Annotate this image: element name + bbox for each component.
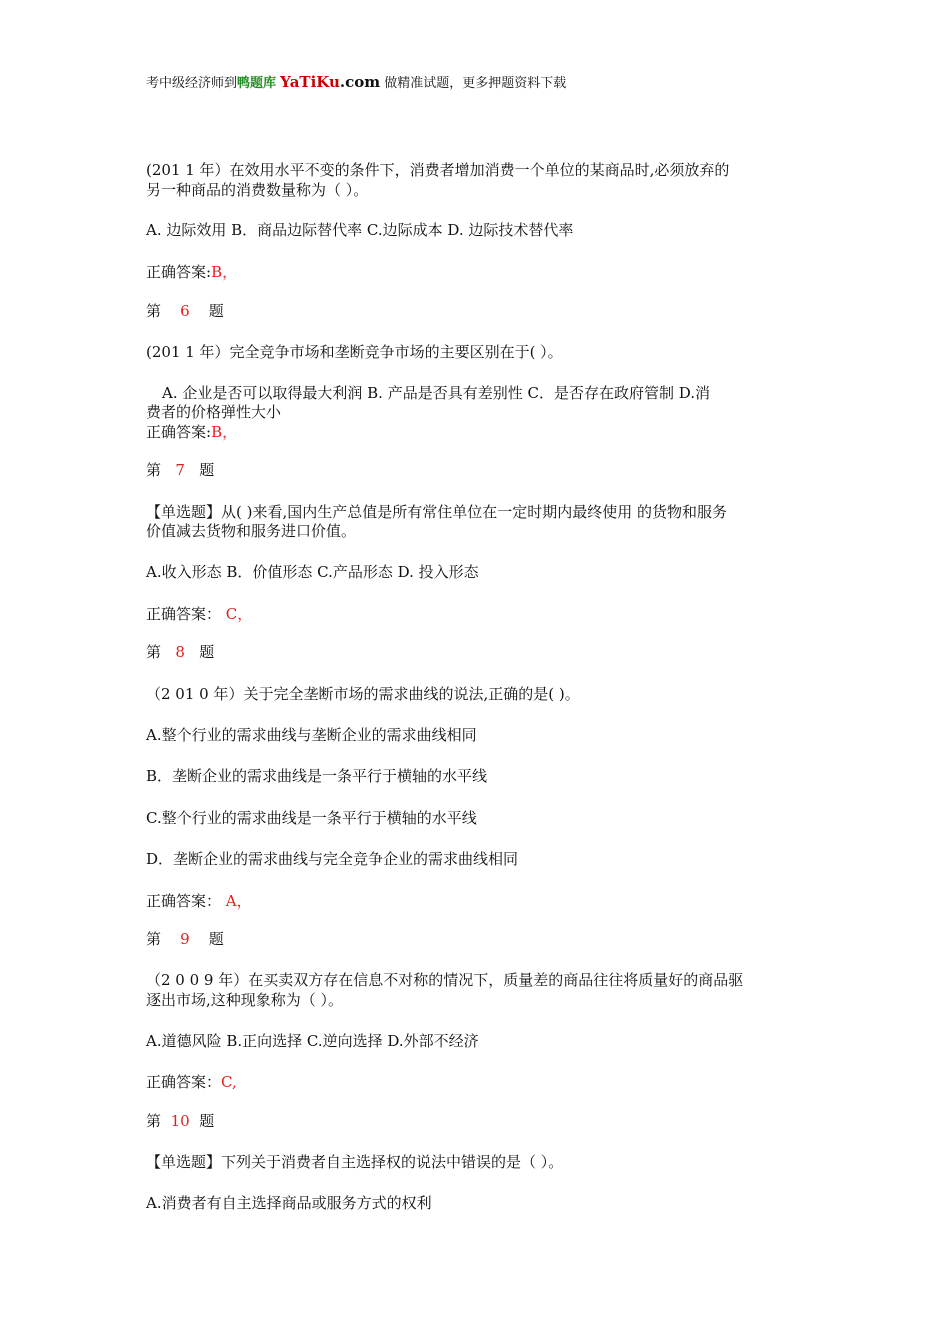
- q9-stem-line2: 逐出市场,这种现象称为（ ）。: [146, 991, 344, 1009]
- question-number-suffix: 题: [199, 1112, 215, 1130]
- answer-value: C，: [225, 605, 253, 623]
- header-suffix: 做精准试题，更多押题资料下载: [384, 76, 567, 91]
- answer-value: A，: [225, 892, 252, 910]
- q7-number: [146, 460, 214, 480]
- q8-number: [146, 642, 214, 662]
- answer-label: 正确答案:: [146, 263, 212, 281]
- q5-stem-line2: 另一种商品的消费数量称为（ ）。: [146, 181, 369, 199]
- question-number: 10: [170, 1112, 190, 1130]
- question-number-prefix: 第: [146, 461, 162, 479]
- question-number-suffix: 题: [199, 461, 215, 479]
- q8-option-b: B．垄断企业的需求曲线是一条平行于横轴的水平线: [146, 767, 488, 785]
- header-domain[interactable]: .com: [339, 73, 381, 91]
- question-number-suffix: 题: [199, 643, 215, 661]
- question-number-prefix: 第: [146, 302, 162, 320]
- question-number-prefix: 第: [146, 643, 162, 661]
- answer-value: C,: [221, 1073, 237, 1091]
- question-number-suffix: 题: [208, 302, 224, 320]
- question-number-prefix: 第: [146, 1112, 162, 1130]
- q6-stem: (201 1 年）完全竞争市场和垄断竞争市场的主要区别在于( ）。: [146, 343, 563, 361]
- q5-options: A. 边际效用 B．商品边际替代率 C.边际成本 D. 边际技术替代率: [146, 221, 574, 239]
- question-number-prefix: 第: [146, 930, 162, 948]
- question-number: 9: [180, 930, 190, 948]
- q9-stem-line1: （2 0 0 9 年）在买卖双方存在信息不对称的情况下，质量差的商品往往将质量好的商品驱: [146, 971, 744, 989]
- q8-answer: [146, 891, 252, 911]
- q10-stem: 【单选题】下列关于消费者自主选择权的说法中错误的是（ ）。: [146, 1153, 564, 1171]
- q9-answer: [146, 1072, 237, 1092]
- q7-options: A.收入形态 B．价值形态 C.产品形态 D. 投入形态: [146, 563, 479, 581]
- question-number: 8: [175, 643, 185, 661]
- q8-option-c: C.整个行业的需求曲线是一条平行于横轴的水平线: [146, 809, 477, 827]
- q10-option-a: A.消费者有自主选择商品或服务方式的权利: [146, 1194, 432, 1212]
- q8-stem: （2 01 0 年）关于完全垄断市场的需求曲线的说法,正确的是( )。: [146, 685, 580, 703]
- header-brand: 鸭题库: [237, 76, 277, 91]
- question-number: 6: [180, 302, 190, 320]
- q8-option-a: A.整个行业的需求曲线与垄断企业的需求曲线相同: [146, 726, 477, 744]
- q6-options-line1: A. 企业是否可以取得最大利润 B. 产品是否具有差别性 C．是否存在政府管制 D.消: [162, 384, 710, 402]
- q5-stem-line1: (201 1 年）在效用水平不变的条件下，消费者增加消费一个单位的某商品时,必须放弃的: [146, 161, 730, 179]
- q6-number: [146, 301, 224, 321]
- q7-answer: [146, 604, 252, 624]
- answer-label: 正确答案：: [146, 605, 222, 623]
- answer-label: 正确答案：: [146, 1073, 222, 1091]
- q8-option-d: D．垄断企业的需求曲线与完全竞争企业的需求曲线相同: [146, 850, 519, 868]
- answer-value: B，: [211, 423, 238, 441]
- q9-number: [146, 929, 224, 949]
- answer-label: 正确答案:: [146, 423, 212, 441]
- answer-label: 正确答案：: [146, 892, 222, 910]
- q9-options: A.道德风险 B.正向选择 C.逆向选择 D.外部不经济: [146, 1032, 479, 1050]
- answer-value: B，: [211, 263, 238, 281]
- q7-stem-line1: 【单选题】从( )来看,国内生产总值是所有常住单位在一定时期内最终使用 的货物和服务: [146, 503, 728, 521]
- header-site[interactable]: YaTiKu: [280, 73, 340, 91]
- q10-number: [146, 1111, 214, 1131]
- page-header: [146, 72, 566, 94]
- q7-stem-line2: 价值减去货物和服务进口价值。: [146, 522, 357, 540]
- header-site-link[interactable]: [280, 73, 380, 91]
- header-prefix: 考中级经济师到: [146, 76, 238, 91]
- q6-answer: [146, 422, 237, 442]
- q5-answer: [146, 262, 237, 282]
- question-number: 7: [175, 461, 185, 479]
- q6-options-line2: 费者的价格弹性大小: [146, 403, 282, 421]
- question-number-suffix: 题: [208, 930, 224, 948]
